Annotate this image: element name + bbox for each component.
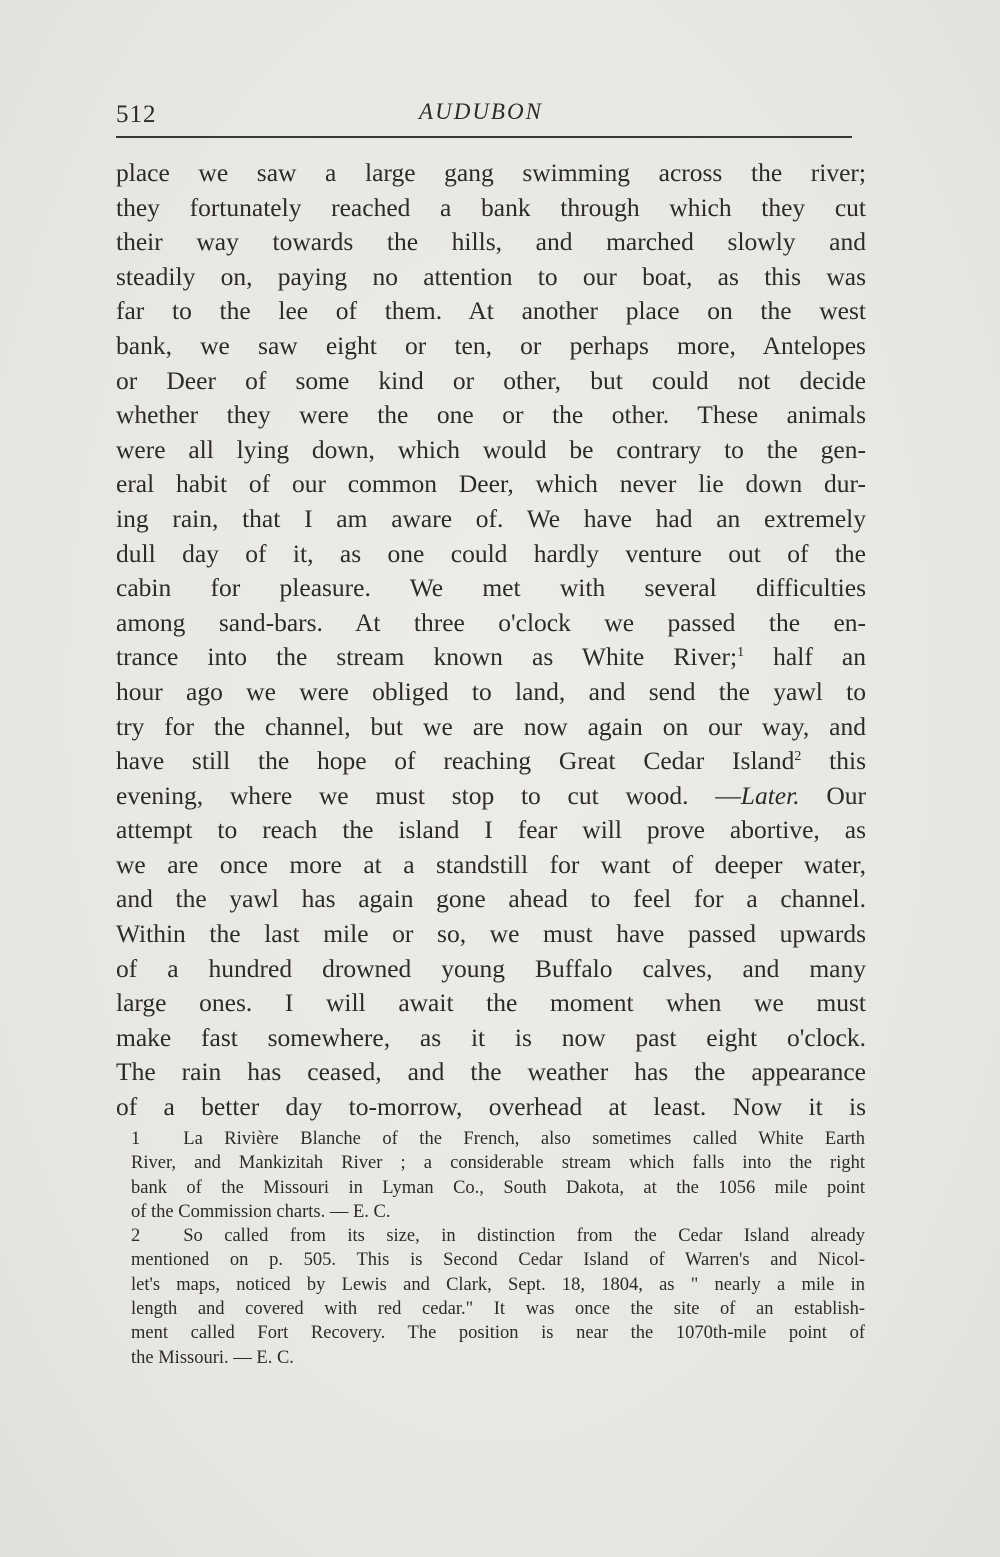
body-line: eral habit of our common Deer, which never lie down dur-	[116, 469, 866, 499]
footnote-line	[131, 1127, 865, 1151]
body-line-text: have still the hope of reaching Great Cedar Island	[116, 746, 795, 776]
body-text	[116, 156, 866, 1125]
body-line: among sand-bars. At three o'clock we passed the en-	[116, 607, 866, 637]
footnote-line: ment called Fort Recovery. The position is near the 1070th-mile point of	[131, 1323, 865, 1344]
body-line: try for the channel, but we are now again on our way, and	[116, 711, 866, 741]
header-rule	[116, 136, 852, 138]
body-line-tail: this	[801, 746, 866, 776]
body-line: hour ago we were obliged to land, and send the yawl to	[116, 676, 866, 706]
body-line: bank, we saw eight or ten, or perhaps more, Antelopes	[116, 330, 866, 360]
footnote-line	[131, 1224, 865, 1248]
body-line-tail: half an	[744, 642, 866, 672]
body-line: dull day of it, as one could hardly venture out of the	[116, 538, 866, 568]
footnote-line: length and covered with red cedar." It was once the site of an establish-	[131, 1299, 865, 1320]
footnote-marker: 1	[131, 1129, 141, 1149]
running-head: AUDUBON	[419, 99, 543, 124]
body-line: their way towards the hills, and marched slowly and	[116, 227, 866, 257]
body-line-text: evening, where we must stop to cut wood. —	[116, 780, 741, 810]
italic-later: Later.	[740, 780, 800, 810]
body-line: and the yawl has again gone ahead to feel for a channel.	[116, 884, 866, 914]
body-line: cabin for pleasure. We met with several difficulties	[116, 573, 866, 603]
body-line: large ones. I will await the moment when we must	[116, 988, 866, 1018]
page-header	[116, 95, 852, 135]
footnote-text: So called from its size, in distinction from the Cedar Island already	[183, 1226, 865, 1247]
body-line: ing rain, that I am aware of. We have had an extremely	[116, 503, 866, 533]
page-number: 512	[116, 101, 157, 128]
footnote-marker: 2	[131, 1226, 141, 1247]
footnote-line: of the Commission charts. — E. C.	[131, 1201, 391, 1222]
body-line: were all lying down, which would be contrary to the gen-	[116, 434, 866, 464]
footnote-line: bank of the Missouri in Lyman Co., South Dakota, at the 1056 mile point	[131, 1177, 865, 1198]
body-line: far to the lee of them. At another place on the west	[116, 296, 866, 326]
footnote-line: River, and Mankizitah River ; a considerable stream which falls into the right	[131, 1153, 865, 1174]
footnote-line: let's maps, noticed by Lewis and Clark, Sept. 18, 1804, as " nearly a mile in	[131, 1274, 865, 1295]
footnote-ref-1: 1	[737, 645, 745, 661]
body-line: or Deer of some kind or other, but could not decide	[116, 365, 866, 395]
body-line: place we saw a large gang swimming across the river;	[116, 158, 866, 187]
body-line-tail: Our	[799, 780, 866, 810]
footnote-line: the Missouri. — E. C.	[131, 1347, 294, 1368]
body-line: we are once more at a standstill for want of deeper water,	[116, 849, 866, 879]
body-line-with-italic	[116, 779, 866, 814]
body-line: they fortunately reached a bank through which they cut	[116, 192, 866, 222]
body-line: steadily on, paying no attention to our boat, as this was	[116, 261, 866, 291]
body-line: Within the last mile or so, we must have passed upwards	[116, 919, 866, 949]
footnote-2	[131, 1224, 865, 1370]
body-line-with-footnote-ref	[116, 744, 866, 779]
body-line: of a hundred drowned young Buffalo calves, and many	[116, 953, 866, 983]
body-line-with-footnote-ref	[116, 640, 866, 675]
footnotes	[131, 1127, 865, 1370]
body-line: whether they were the one or the other. These animals	[116, 400, 866, 430]
footnote-ref-2: 2	[794, 749, 802, 765]
body-line: of a better day to-morrow, overhead at least. Now it is	[116, 1092, 866, 1122]
footnote-line: mentioned on p. 505. This is Second Cedar Island of Warren's and Nicol-	[131, 1250, 865, 1271]
footnote-1	[131, 1127, 865, 1224]
footnote-text: La Rivière Blanche of the French, also sometimes called White Earth	[183, 1129, 865, 1149]
body-line: make fast somewhere, as it is now past eight o'clock.	[116, 1022, 866, 1052]
body-line: The rain has ceased, and the weather has the appearance	[116, 1057, 866, 1087]
body-line: attempt to reach the island I fear will prove abortive, as	[116, 815, 866, 845]
body-line-text: trance into the stream known as White River;	[116, 642, 738, 672]
